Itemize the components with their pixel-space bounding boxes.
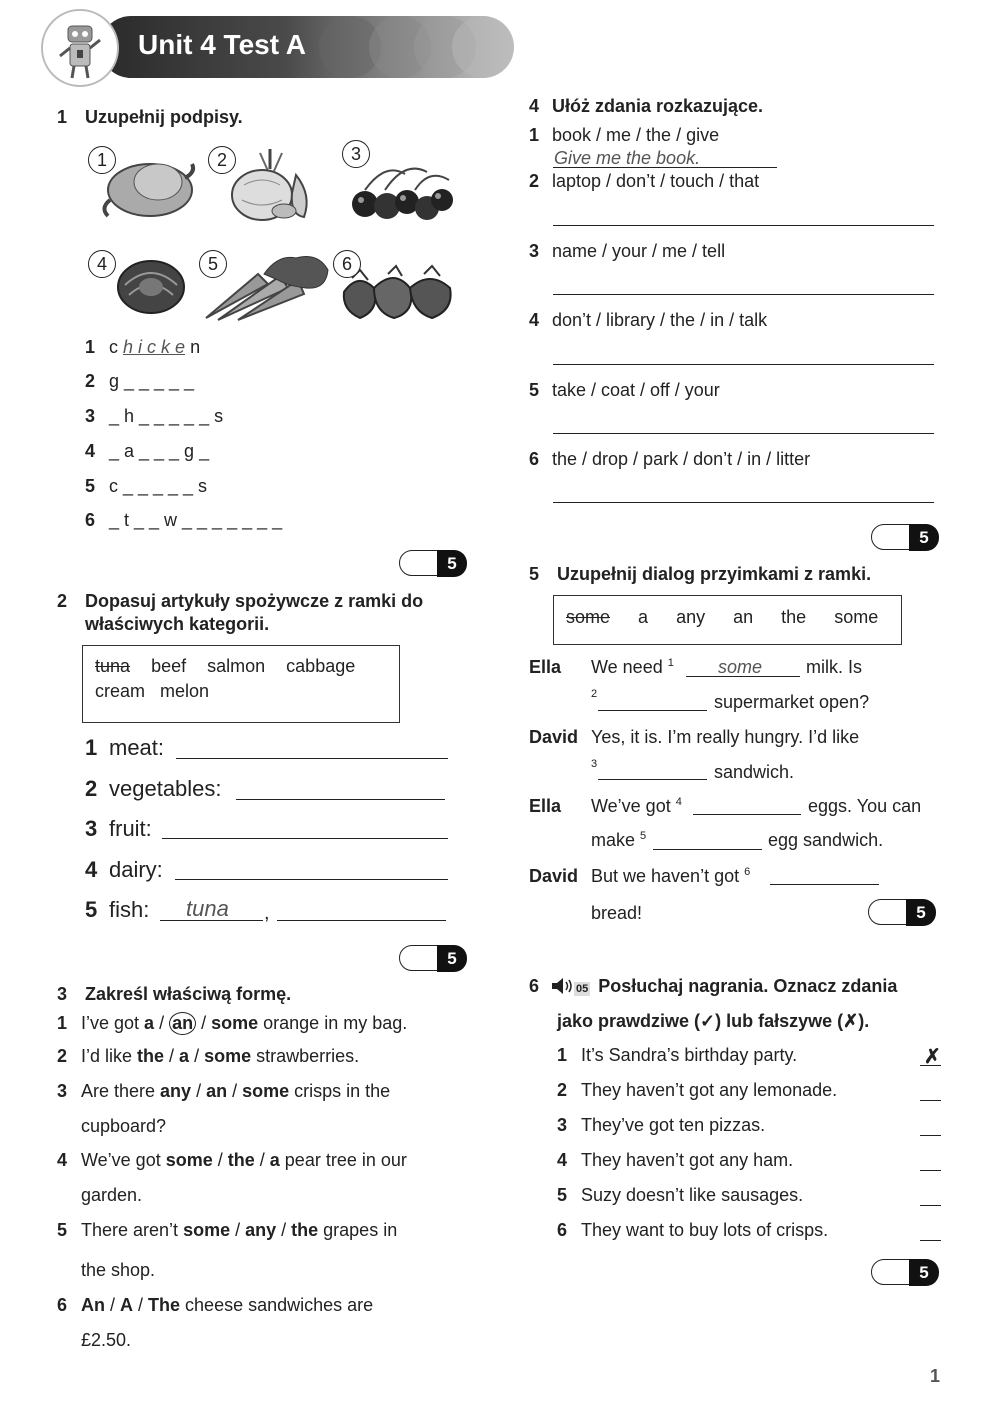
word-box-item: the	[781, 607, 807, 627]
item-number: 1	[557, 1045, 568, 1065]
answer-line[interactable]	[162, 838, 448, 839]
answer-slot[interactable]	[920, 1205, 941, 1206]
sentence-text: We’ve got	[81, 1150, 166, 1170]
page-number: 1	[930, 1366, 941, 1386]
sentence-text: /	[230, 1220, 246, 1240]
separator: ,	[264, 902, 270, 924]
dialog-line: But we haven’t got $^6$	[591, 866, 751, 886]
option-word[interactable]: some	[165, 1150, 213, 1170]
item-number: 3	[557, 1115, 568, 1135]
item-number: 4	[57, 1150, 68, 1170]
answer-line[interactable]	[553, 433, 934, 434]
cherries-icon	[345, 160, 455, 222]
sentence-text: /	[105, 1295, 121, 1315]
dialog-text: supermarket open?	[714, 692, 870, 712]
ex3-item	[57, 1295, 373, 1316]
picture-number: 4	[88, 250, 116, 278]
ex4-item: 2 laptop / don’t / touch / that	[529, 171, 760, 191]
option-word[interactable]: The	[148, 1295, 181, 1315]
ex4-item: 1 book / me / the / give	[529, 125, 720, 145]
dialog-text: eggs. You can	[808, 796, 922, 816]
audio-speaker-icon[interactable]	[550, 977, 574, 995]
ex2-item: 3 fruit:	[85, 816, 152, 841]
example-answer: some	[718, 657, 763, 677]
ex6-heading: 6 05 Posłuchaj nagrania. Oznacz zdania	[529, 976, 898, 996]
score-value: 5	[437, 550, 467, 577]
option-word[interactable]: a	[269, 1150, 280, 1170]
sentence-text: cheese sandwiches are	[180, 1295, 374, 1315]
word-box-item: tuna	[95, 656, 131, 676]
item-number: 5	[57, 1220, 68, 1240]
score-value: 5	[906, 899, 936, 926]
statement-text: They haven’t got any ham.	[581, 1150, 794, 1170]
ex1-item[interactable]: 3 _ h _ _ _ _ _ s	[85, 406, 224, 426]
option-word[interactable]: some	[211, 1013, 259, 1033]
statement-text: It’s Sandra’s birthday party.	[581, 1045, 798, 1065]
score-value: 5	[437, 945, 467, 972]
option-word[interactable]: some	[183, 1220, 231, 1240]
sentence-text: /	[133, 1295, 149, 1315]
answer-line[interactable]	[653, 849, 762, 850]
word-box-item: some	[566, 607, 611, 627]
track-number: 05	[576, 983, 589, 995]
ex2-item: 5 fish:	[85, 897, 150, 922]
sentence-text: /	[189, 1046, 205, 1066]
ex1-item[interactable]: 6 _ t _ _ w _ _ _ _ _ _ _	[85, 510, 283, 530]
dialog-line: make $^5$	[591, 830, 647, 850]
ex3-item-continuation: garden.	[81, 1185, 143, 1205]
word-box-item: an	[733, 607, 754, 627]
ex1-item: 1 c h i c k e n	[85, 337, 201, 357]
score-box	[871, 524, 939, 550]
ex1-item[interactable]: 2 g _ _ _ _ _	[85, 371, 195, 391]
ex6-item	[557, 1185, 803, 1206]
ex6-instruction-2: jako prawdziwe (✓) lub fałszywe (✗).	[557, 1011, 870, 1031]
word-box-item: beef	[151, 656, 187, 676]
dialog-line: We’ve got $^4$	[591, 796, 682, 816]
ex4-item: 3 name / your / me / tell	[529, 241, 726, 261]
sentence-text: /	[191, 1081, 207, 1101]
speaker: Ella	[529, 657, 562, 677]
gap-number: 2	[591, 688, 598, 700]
score-box	[399, 945, 467, 971]
dialog-text: Yes, it is. I’m really hungry. I’d like	[591, 727, 860, 747]
answer-line	[553, 167, 777, 168]
word-box-item: any	[676, 607, 706, 627]
answer-line[interactable]	[598, 710, 707, 711]
sentence-text: pear tree in our	[279, 1150, 407, 1170]
ex3-item-continuation: £2.50.	[81, 1330, 132, 1350]
answer-line[interactable]	[553, 364, 934, 365]
sentence-text: Are there	[81, 1081, 161, 1101]
ex3-item	[57, 1046, 359, 1067]
answer-line[interactable]	[693, 814, 801, 815]
picture-number: 2	[208, 146, 236, 174]
answer-line[interactable]	[770, 884, 879, 885]
sentence-text: crisps in the	[289, 1081, 391, 1101]
lettuce-icon	[115, 255, 187, 315]
sentence-text: /	[227, 1081, 243, 1101]
dialog-text: bread!	[591, 903, 643, 923]
ex3-item	[57, 1012, 407, 1035]
option-word[interactable]: An	[81, 1295, 105, 1315]
ex4-item: 4 don’t / library / the / in / talk	[529, 310, 768, 330]
ex2-heading: 2 Dopasuj artykuły spożywcze z ramki do właściwych kategorii.	[57, 591, 424, 634]
answer-line[interactable]	[553, 502, 934, 503]
page-title: Unit 4 Test A	[138, 29, 307, 60]
option-word[interactable]: a	[179, 1046, 190, 1066]
example-answer: Give me the book.	[554, 148, 701, 168]
ex2-word-box	[82, 645, 400, 723]
ex1-instruction: Uzupełnij podpisy.	[85, 107, 243, 127]
cherries-picture	[345, 160, 455, 222]
option-word[interactable]: any	[160, 1081, 192, 1101]
ex6-item	[557, 1115, 765, 1136]
dialog-text: egg sandwich.	[768, 830, 884, 850]
speaker: David	[529, 727, 579, 747]
picture-number: 5	[199, 250, 227, 278]
ex3-item-continuation: the shop.	[81, 1260, 156, 1280]
option-word[interactable]: the	[137, 1046, 165, 1066]
answer-slot[interactable]	[920, 1135, 941, 1136]
item-number: 2	[557, 1080, 568, 1100]
ex3-heading: 3 Zakreśl właściwą formę.	[57, 984, 292, 1004]
answer-line[interactable]	[236, 799, 445, 800]
ex3-item	[57, 1220, 397, 1241]
ex3-item	[57, 1081, 390, 1102]
score-value: 5	[909, 524, 939, 551]
item-number: 6	[557, 1220, 568, 1240]
word-box-item: cabbage	[286, 656, 356, 676]
sentence-text: I’d like	[81, 1046, 138, 1066]
item-number: 2	[57, 1046, 68, 1066]
item-number: 1	[57, 1013, 68, 1033]
answer-line[interactable]	[175, 879, 448, 880]
option-word[interactable]: any	[245, 1220, 277, 1240]
dialog-text: milk. Is	[806, 657, 862, 677]
answer-slot[interactable]	[920, 1170, 941, 1171]
sentence-text: I’ve got	[81, 1013, 145, 1033]
word-box-item: melon	[160, 681, 210, 701]
statement-text: Suzy doesn’t like sausages.	[581, 1185, 804, 1205]
sentence-text: /	[196, 1013, 212, 1033]
ex2-item: 4 dairy:	[85, 857, 163, 882]
picture-number: 3	[342, 140, 370, 168]
option-word[interactable]: A	[120, 1295, 134, 1315]
answer-line[interactable]	[553, 294, 934, 295]
ex6-item	[557, 1080, 837, 1101]
sentence-text: /	[212, 1150, 228, 1170]
word-box-item: cream	[95, 681, 146, 701]
word-box-item: a	[638, 607, 649, 627]
answer-line[interactable]	[176, 758, 448, 759]
option-word[interactable]: some	[204, 1046, 252, 1066]
dialog-text: sandwich.	[714, 762, 795, 782]
word-box-item: some	[834, 607, 879, 627]
answer-slot[interactable]	[920, 1240, 941, 1241]
statement-text: They’ve got ten pizzas.	[581, 1115, 766, 1135]
gap-number: 3	[591, 758, 598, 770]
sentence-text: There aren’t	[81, 1220, 184, 1240]
ex4-item: 5 take / coat / off / your	[529, 380, 720, 400]
sentence-text: /	[276, 1220, 292, 1240]
score-box	[868, 899, 936, 925]
score-value: 5	[909, 1259, 939, 1286]
ex1-heading: 1 Uzupełnij podpisy.	[57, 107, 243, 127]
option-word-circled[interactable]: an	[169, 1012, 196, 1035]
ex5-heading: 5 Uzupełnij dialog przyimkami z ramki.	[529, 564, 872, 584]
answer-line	[160, 920, 263, 921]
dialog-line: We need $^1$	[591, 657, 674, 677]
answer-slot[interactable]	[920, 1100, 941, 1101]
header-banner	[100, 14, 514, 80]
option-word[interactable]: some	[242, 1081, 290, 1101]
score-box	[399, 550, 467, 576]
ex6-item	[557, 1150, 793, 1171]
item-number: 3	[57, 1081, 68, 1101]
example-answer: h i c k e	[123, 337, 186, 357]
sentence-text: strawberries.	[251, 1046, 360, 1066]
sentence-text: /	[154, 1013, 170, 1033]
answer-line[interactable]	[277, 920, 446, 921]
ex6-item	[557, 1220, 828, 1241]
word-box-item: salmon	[207, 656, 266, 676]
option-word[interactable]: a	[144, 1013, 155, 1033]
lettuce-picture	[115, 255, 187, 315]
statement-text: They haven’t got any lemonade.	[581, 1080, 838, 1100]
robot-logo-icon	[40, 8, 120, 88]
ex4-heading: 4 Ułóż zdania rozkazujące.	[529, 96, 764, 116]
sentence-text: /	[254, 1150, 270, 1170]
ex5-word-box	[553, 595, 902, 645]
picture-number: 1	[88, 146, 116, 174]
answer-line[interactable]	[553, 225, 934, 226]
ex4-item: 6 the / drop / park / don’t / in / litter	[529, 449, 811, 469]
option-word[interactable]: an	[206, 1081, 228, 1101]
option-word[interactable]: the	[291, 1220, 319, 1240]
example-answer: tuna	[186, 896, 229, 921]
ex3-item-continuation: cupboard?	[81, 1116, 167, 1136]
speaker: Ella	[529, 796, 562, 816]
ex6-item	[557, 1045, 797, 1066]
ex2-item: 2 vegetables:	[85, 776, 222, 801]
answer-line[interactable]	[598, 779, 707, 780]
option-word[interactable]: the	[227, 1150, 255, 1170]
sentence-text: grapes in	[318, 1220, 398, 1240]
answer-mark: ✗	[924, 1046, 941, 1068]
speaker: David	[529, 866, 579, 886]
sentence-text: /	[164, 1046, 180, 1066]
picture-number: 6	[333, 250, 361, 278]
statement-text: They want to buy lots of crisps.	[581, 1220, 829, 1240]
item-number: 4	[557, 1150, 568, 1170]
item-number: 5	[557, 1185, 568, 1205]
ex1-item[interactable]: 4 _ a _ _ _ g _	[85, 441, 210, 461]
answer-line	[686, 676, 800, 677]
ex3-item	[57, 1150, 407, 1171]
sentence-text: orange in my bag.	[258, 1013, 408, 1033]
ex2-item: 1 meat:	[85, 735, 165, 760]
score-box	[871, 1259, 939, 1285]
ex1-item[interactable]: 5 c _ _ _ _ _ s	[85, 476, 208, 496]
item-number: 6	[57, 1295, 68, 1315]
